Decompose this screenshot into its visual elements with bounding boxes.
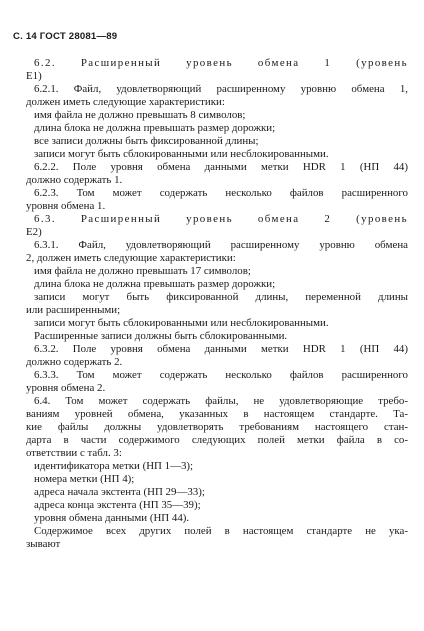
text-line: 6.3.1. Файл, удовлетворяющий расширенному уровню обмена xyxy=(34,239,408,251)
text-line: должен иметь следующие характеристики: xyxy=(26,96,225,108)
text-line: или расширенными; xyxy=(26,304,121,316)
text-line: должно содержать 2. xyxy=(26,356,123,368)
text-line: записи могут быть сблокированными или несблокированными. xyxy=(34,148,329,160)
section-heading-6-3: 6.3. Расширенный уровень обмена 2 (уровень xyxy=(34,213,408,225)
text-line: 6.4. Том может содержать файлы, не удовлетворяющие требо- xyxy=(34,395,408,407)
text-line: 6.2.1. Файл, удовлетворяющий расширенному уровню обмена 1, xyxy=(34,83,408,95)
page-header: С. 14 ГОСТ 28081—89 xyxy=(13,31,118,42)
text-line: имя файла не должно превышать 8 символов; xyxy=(34,109,246,121)
text-line: длина блока не должна превышать размер дорожки; xyxy=(34,278,276,290)
text-line: ваниям уровней обмена, указанных в настоящем стандарте. Та- xyxy=(26,408,408,420)
list-item: уровня обмена данными (НП 44). xyxy=(34,512,190,524)
text-line: 6.3.2. Поле уровня обмена данными метки HDR 1 (НП 44) xyxy=(34,343,408,355)
text-line: 6.3.3. Том может содержать несколько файлов расширенного xyxy=(34,369,408,381)
list-item: адреса начала экстента (НП 29—33); xyxy=(34,486,205,498)
text-line: кие файлы должны удовлетворять требованиям настоящего стан- xyxy=(26,421,408,433)
list-item: адреса конца экстента (НП 35—39); xyxy=(34,499,201,511)
text-line: уровня обмена 1. xyxy=(26,200,106,212)
text-line: Расширенные записи должны быть сблокированными. xyxy=(34,330,288,342)
text-line: Содержимое всех других полей в настоящем стандарте не ука- xyxy=(34,525,408,537)
text-line: длина блока не должна превышать размер дорожки; xyxy=(34,122,276,134)
text-line: все записи должны быть фиксированной длины; xyxy=(34,135,259,147)
text-line: 6.2.3. Том может содержать несколько файлов расширенного xyxy=(34,187,408,199)
text-line: записи могут быть сблокированными или несблокированными. xyxy=(34,317,329,329)
list-item: идентификатора метки (НП 1—3); xyxy=(34,460,194,472)
text-line: зывают xyxy=(26,538,61,550)
text-line: E1) xyxy=(26,70,42,82)
text-line: 2, должен иметь следующие характеристики: xyxy=(26,252,236,264)
text-line: дарта в части содержимого следующих полей метки файла в со- xyxy=(26,434,408,446)
text-line: уровня обмена 2. xyxy=(26,382,106,394)
text-line: имя файла не должно превышать 17 символов; xyxy=(34,265,251,277)
text-line: ответствии с табл. 3: xyxy=(26,447,122,459)
text-line: записи могут быть фиксированной длины, переменной длины xyxy=(34,291,408,303)
list-item: номера метки (НП 4); xyxy=(34,473,135,485)
section-heading-6-2: 6.2. Расширенный уровень обмена 1 (уровень xyxy=(34,57,408,69)
text-line: должно содержать 1. xyxy=(26,174,123,186)
text-line: 6.2.2. Поле уровня обмена данными метки HDR 1 (НП 44) xyxy=(34,161,408,173)
text-line: E2) xyxy=(26,226,42,238)
